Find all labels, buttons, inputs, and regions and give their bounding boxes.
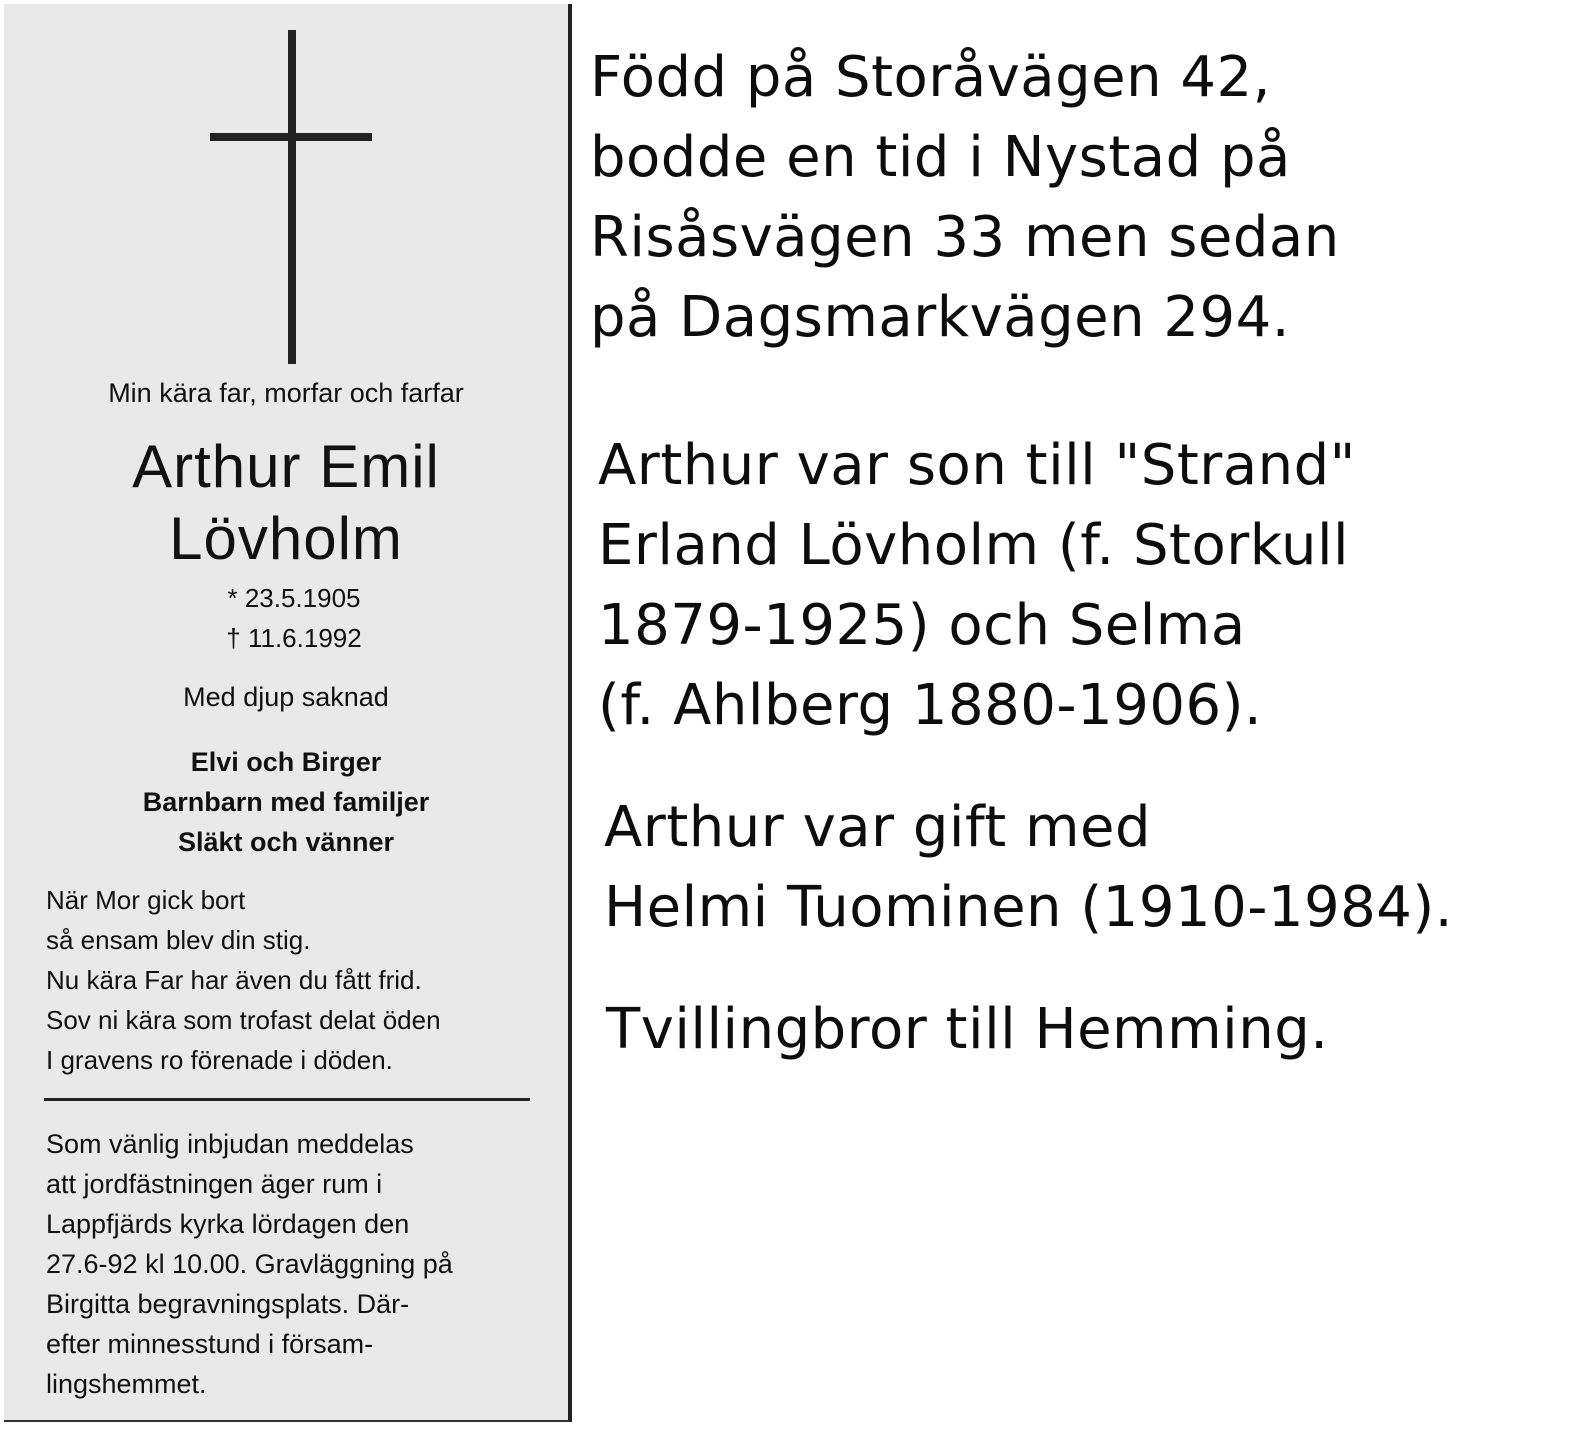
notice-line: efter minnesstund i försam- — [46, 1329, 374, 1359]
mourners-list — [4, 742, 568, 862]
cross-icon-bar — [210, 133, 372, 141]
notice-line: Birgitta begravningsplats. Där- — [46, 1289, 410, 1319]
divider — [44, 1098, 530, 1101]
memorial-poem — [46, 880, 441, 1080]
poem-line: Sov ni kära som trofast delat öden — [46, 1005, 441, 1035]
cross-icon — [288, 30, 296, 364]
notice-line: Lappfjärds kyrka lördagen den — [46, 1209, 410, 1239]
notice-line: Som vänlig inbjudan meddelas — [46, 1129, 414, 1159]
residence-line: Född på Storåvägen 42, — [590, 45, 1271, 110]
parents-line: Erland Lövholm (f. Storkull — [598, 513, 1350, 578]
death-date: † 11.6.1992 — [226, 623, 362, 653]
mourner-line: Släkt och vänner — [177, 827, 395, 857]
deceased-name-line2: Lövholm — [169, 505, 403, 572]
parents-line: 1879-1925) och Selma — [598, 593, 1246, 658]
twin-note: Tvillingbror till Hemming. — [606, 997, 1329, 1062]
birth-date: * 23.5.1905 — [227, 583, 361, 613]
residence-line: Risåsvägen 33 men sedan — [590, 205, 1340, 270]
mourner-line: Barnbarn med familjer — [142, 787, 430, 817]
obituary-clipping — [4, 4, 572, 1422]
parents-line: (f. Ahlberg 1880-1906). — [598, 673, 1263, 738]
poem-line: I gravens ro förenade i döden. — [46, 1045, 393, 1075]
deceased-name-line1: Arthur Emil — [132, 433, 440, 500]
spouse-line: Arthur var gift med — [604, 795, 1152, 860]
funeral-notice — [46, 1124, 530, 1404]
mourner-line: Elvi och Birger — [190, 747, 382, 777]
spouse-note — [604, 788, 1453, 948]
notice-line: 27.6-92 kl 10.00. Gravläggning på — [46, 1249, 453, 1279]
poem-line: Nu kära Far har även du fått frid. — [46, 965, 422, 995]
notice-line: lingshemmet. — [46, 1369, 207, 1399]
parents-line: Arthur var son till "Strand" — [598, 433, 1356, 498]
notice-line: att jordfästningen äger rum i — [46, 1169, 383, 1199]
residence-note — [590, 38, 1340, 358]
grief-line: Med djup saknad — [183, 682, 389, 712]
residence-line: bodde en tid i Nystad på — [590, 125, 1291, 190]
spouse-line: Helmi Tuominen (1910-1984). — [604, 875, 1454, 940]
obituary-intro: Min kära far, morfar och farfar — [108, 378, 464, 408]
parents-note — [598, 426, 1356, 746]
poem-line: När Mor gick bort — [46, 885, 246, 915]
poem-line: så ensam blev din stig. — [46, 925, 311, 955]
residence-line: på Dagsmarkvägen 294. — [590, 285, 1291, 350]
life-dates — [12, 578, 576, 658]
